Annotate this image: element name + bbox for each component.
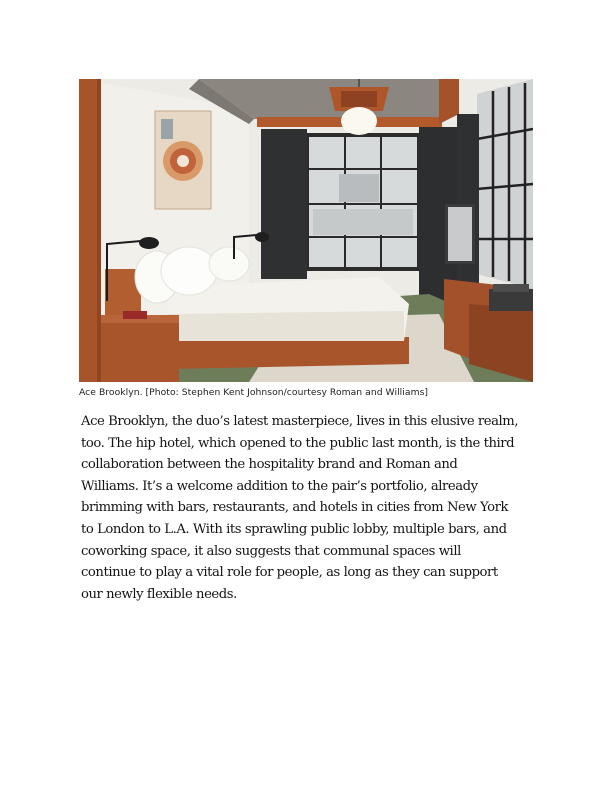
paragraph-line: brimming with bars, restaurants, and hotels in cities from New York <box>81 500 508 516</box>
paragraph-line: continue to play a vital role for people, as long as they can support <box>81 565 498 581</box>
paragraph-line: to London to L.A. With its sprawling public lobby, multiple bars, and <box>81 521 507 537</box>
photo-caption: Ace Brooklyn. [Photo: Stephen Kent Johnson/courtesy Roman and Williams] <box>79 387 429 398</box>
paragraph-line: coworking space, it also suggests that communal spaces will <box>81 543 461 559</box>
paragraph-line: Ace Brooklyn, the duo’s latest masterpiece, lives in this elusive realm, <box>81 414 519 429</box>
article-paragraph <box>81 411 533 605</box>
paragraph-line: collaboration between the hospitality brand and Roman and <box>81 457 458 473</box>
paragraph-line: too. The hip hotel, which opened to the public last month, is the third <box>81 435 515 451</box>
hotel-room-photo <box>79 79 533 382</box>
paragraph-line: Williams. It’s a welcome addition to the pair’s portfolio, already <box>81 478 478 494</box>
paragraph-line: our newly flexible needs. <box>81 586 237 602</box>
